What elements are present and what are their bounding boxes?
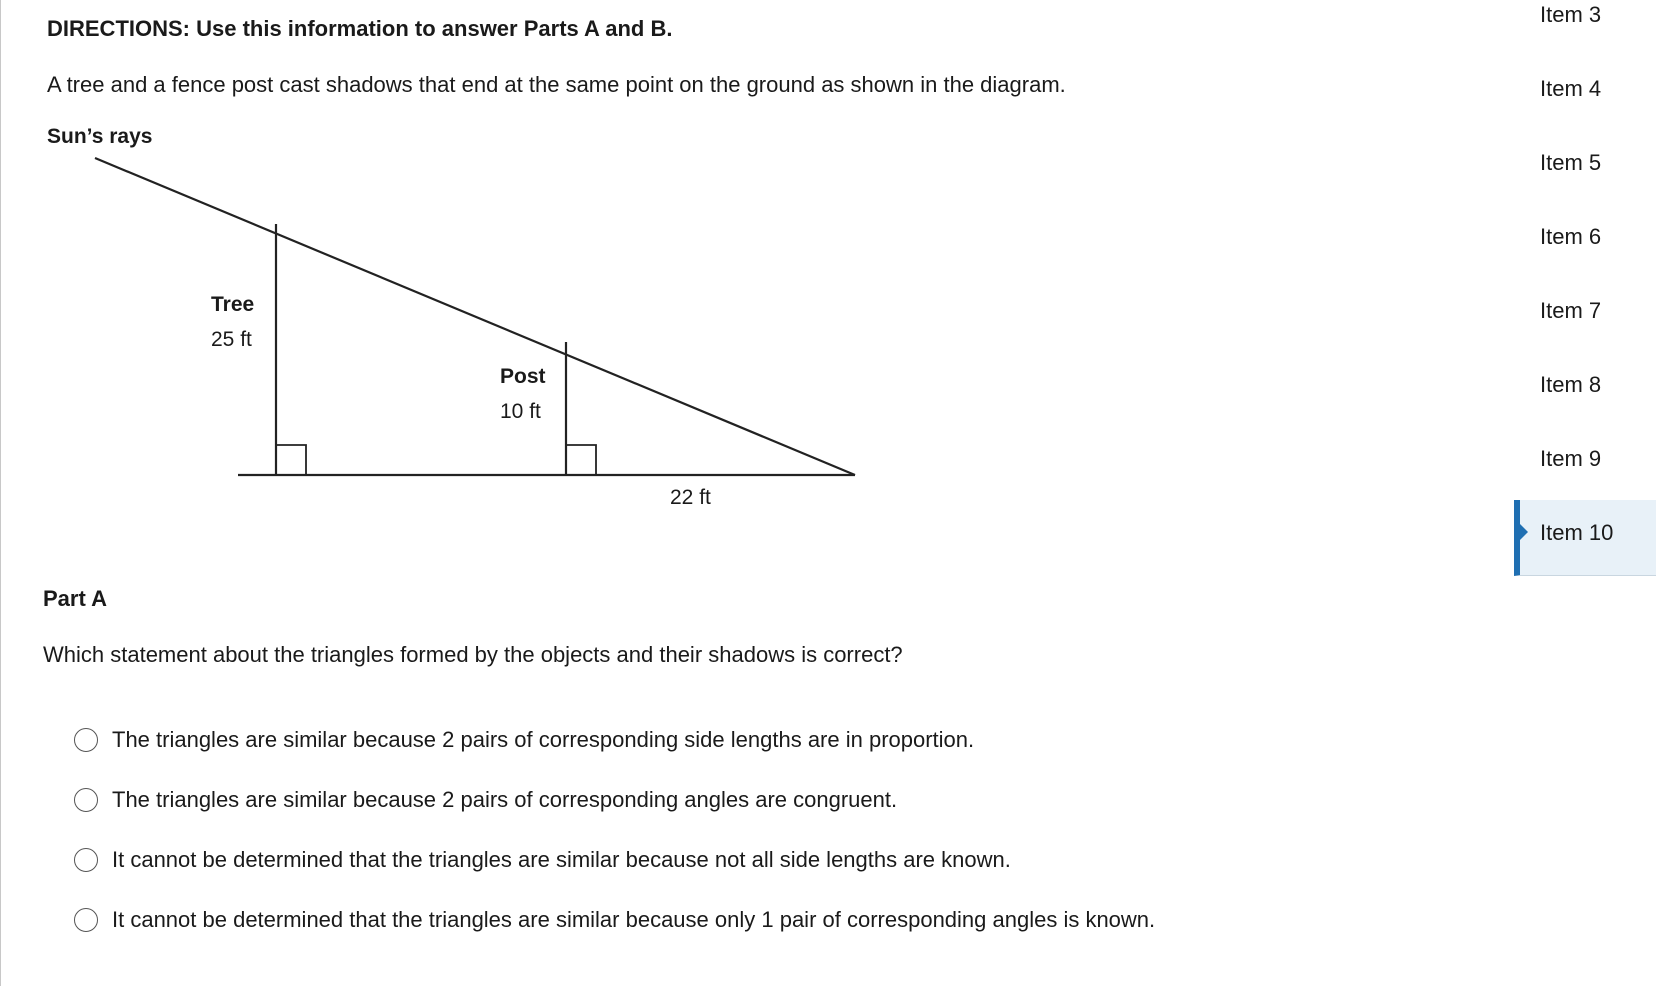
answer-option-label: It cannot be determined that the triangles are similar because not all side lengths are known. <box>112 847 1011 872</box>
post-label: Post <box>500 365 546 388</box>
answer-option-label: The triangles are similar because 2 pairs of corresponding angles are congruent. <box>112 787 898 812</box>
post-right-angle-marker <box>566 445 596 475</box>
left-border <box>0 0 1 986</box>
suns-ray-line <box>95 158 855 475</box>
tree-label: Tree <box>211 293 255 316</box>
nav-item-label: Item 6 <box>1540 224 1602 249</box>
nav-item-8[interactable] <box>1514 370 1656 436</box>
nav-item-label: Item 3 <box>1540 2 1602 27</box>
nav-item-5[interactable] <box>1514 148 1656 214</box>
nav-item-3[interactable] <box>1514 0 1656 66</box>
answer-option-label: It cannot be determined that the triangles are similar because only 1 pair of corresponding angles is known. <box>112 907 1156 932</box>
nav-item-6[interactable] <box>1514 222 1656 288</box>
part-a-label: Part A <box>43 586 107 611</box>
answer-options <box>74 710 1155 950</box>
suns-rays-label: Sun’s rays <box>47 125 153 148</box>
answer-option-c[interactable] <box>74 830 1155 890</box>
nav-item-label: Item 5 <box>1540 150 1602 175</box>
answer-option-a[interactable] <box>74 710 1155 770</box>
nav-item-10-active[interactable] <box>1514 500 1656 576</box>
item-navigation-sidebar <box>1514 0 1656 576</box>
answer-option-label: The triangles are similar because 2 pairs of corresponding side lengths are in proportion. <box>112 727 975 752</box>
nav-item-label: Item 4 <box>1540 76 1602 101</box>
radio-button[interactable] <box>74 728 98 752</box>
tree-height-label: 25 ft <box>211 328 252 351</box>
nav-item-label: Item 9 <box>1540 446 1602 471</box>
radio-button[interactable] <box>74 908 98 932</box>
tree-right-angle-marker <box>276 445 306 475</box>
nav-item-4[interactable] <box>1514 74 1656 140</box>
intro-text: A tree and a fence post cast shadows that end at the same point on the ground as shown in the diagram. <box>47 72 1066 97</box>
shadow-length-label: 22 ft <box>670 486 711 509</box>
nav-item-7[interactable] <box>1514 296 1656 362</box>
nav-item-label: Item 10 <box>1540 520 1614 545</box>
radio-button[interactable] <box>74 788 98 812</box>
radio-button[interactable] <box>74 848 98 872</box>
answer-option-d[interactable] <box>74 890 1155 950</box>
nav-item-label: Item 8 <box>1540 372 1602 397</box>
nav-item-label: Item 7 <box>1540 298 1602 323</box>
shadow-diagram <box>40 120 880 520</box>
answer-option-b[interactable] <box>74 770 1155 830</box>
directions-heading: DIRECTIONS: Use this information to answer Parts A and B. <box>47 16 673 41</box>
part-a-question: Which statement about the triangles formed by the objects and their shadows is correct? <box>43 642 903 667</box>
post-height-label: 10 ft <box>500 400 541 423</box>
current-item-arrow-icon <box>1520 524 1528 540</box>
